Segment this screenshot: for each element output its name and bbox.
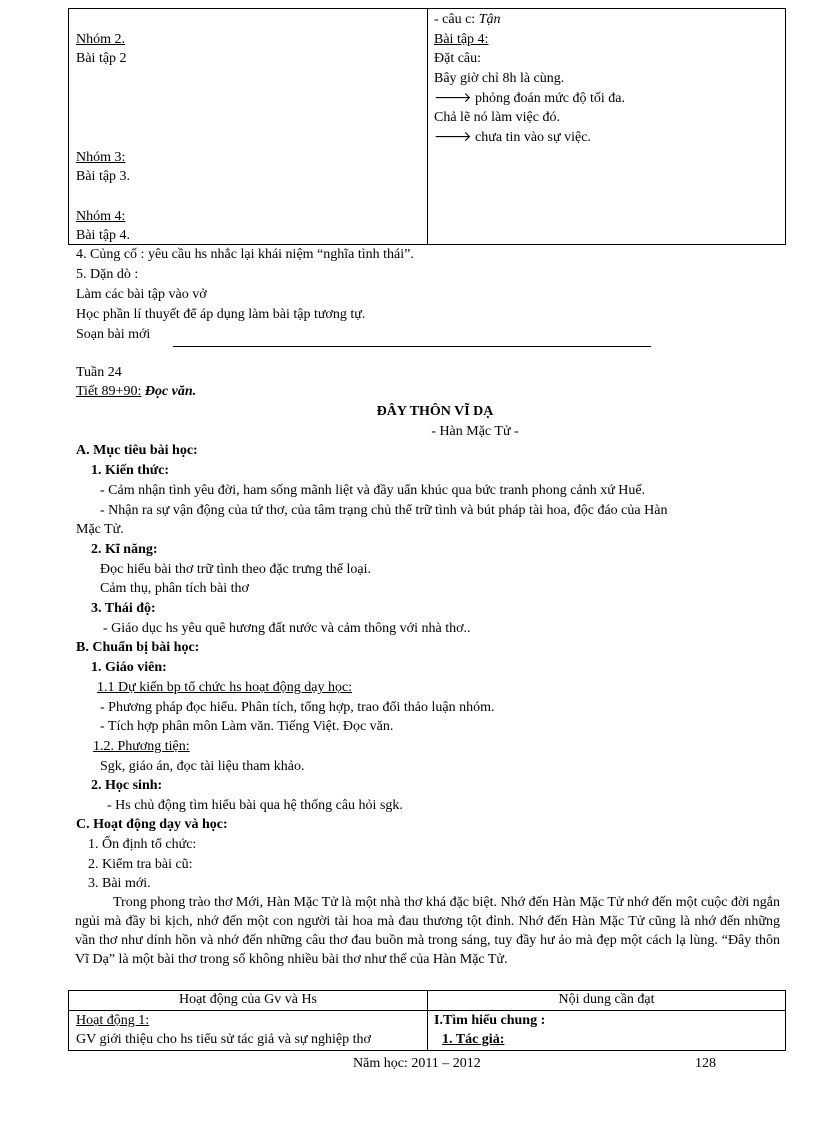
activity-1-title: Hoạt động 1:: [76, 1013, 150, 1028]
teacher-heading: 1. Giáo viên:: [91, 660, 167, 675]
example-note-1-text: phỏng đoán mức độ tối đa.: [475, 91, 625, 106]
student-1: - Hs chủ động tìm hiểu bài qua hệ thống câu hỏi sgk.: [107, 798, 403, 813]
knowledge-point-1: - Cảm nhận tình yêu đời, ham sống mãnh liệt và đầy uẩn khúc qua bức tranh phong cảnh xứ Huế.: [100, 483, 646, 498]
arrow-icon: 🡒: [434, 130, 472, 145]
attitude-heading: 3. Thái độ:: [91, 601, 156, 616]
homework-2: Học phần lí thuyết để áp dụng làm bài tập tương tự.: [76, 307, 366, 322]
top-table-border-right: [785, 8, 786, 245]
example-sentence-2: Chả lẽ nó làm việc đó.: [434, 110, 560, 125]
subheading-methods: 1.1 Dự kiến bp tổ chức hs hoạt động dạy học:: [97, 680, 353, 695]
tools-text: Sgk, giáo án, đọc tài liệu tham khảo.: [100, 759, 305, 774]
consolidation-item: 4. Củng cố : yêu cầu hs nhắc lại khái niệm “nghĩa tình thái”.: [76, 247, 414, 262]
skill-1: Đọc hiểu bài thơ trữ tình theo đặc trưng thể loại.: [100, 562, 372, 577]
example-note-2: [434, 129, 591, 147]
top-table-border-left: [68, 8, 69, 245]
example-note-2-text: chưa tin vào sự việc.: [475, 130, 591, 145]
group3-title: Nhóm 3:: [76, 150, 126, 165]
section-b-heading: B. Chuẩn bị bài học:: [76, 640, 200, 655]
right-line1-italic: Tận: [478, 12, 501, 27]
top-table-divider: [427, 8, 428, 245]
group4-task: Bài tập 4.: [76, 228, 131, 243]
student-heading: 2. Học sinh:: [91, 778, 163, 793]
activity-1-desc: GV giới thiệu cho hs tiểu sử tác giả và sự nghiệp thơ: [76, 1032, 371, 1047]
period-line: [76, 383, 196, 401]
period-type: Đọc văn.: [144, 384, 197, 399]
section-c-heading: C. Hoạt động dạy và học:: [76, 817, 228, 832]
content-1-heading: I.Tìm hiểu chung :: [434, 1013, 546, 1028]
page-number: 128: [695, 1056, 716, 1071]
method-2: - Tích hợp phân môn Làm văn. Tiếng Việt. Đọc văn.: [100, 719, 394, 734]
homework-1: Làm các bài tập vào vở: [76, 287, 207, 302]
exercise4-title: Bài tập 4:: [434, 32, 489, 47]
skill-2: Cảm thụ, phân tích bài thơ: [100, 581, 249, 596]
week-label: Tuần 24: [76, 365, 122, 380]
lesson-author: - Hàn Mặc Tử -: [431, 424, 519, 439]
step-2: 2. Kiểm tra bài cũ:: [88, 857, 193, 872]
step-3: 3. Bài mới.: [88, 876, 151, 891]
column-header-content: Nội dung cần đạt: [558, 992, 655, 1007]
subheading-tools: 1.2. Phương tiện:: [93, 739, 190, 754]
lesson-title: ĐÂY THÔN VĨ DẠ: [376, 404, 494, 419]
make-sentence-label: Đặt câu:: [434, 51, 482, 66]
group2-title: Nhóm 2.: [76, 32, 125, 47]
group3-task: Bài tập 3.: [76, 169, 131, 184]
section-a-heading: A. Mục tiêu bài học:: [76, 443, 198, 458]
skills-heading: 2. Kĩ năng:: [91, 542, 158, 557]
right-line1: [434, 11, 501, 29]
group2-task: Bài tập 2: [76, 51, 127, 66]
school-year: Năm học: 2011 – 2012: [353, 1056, 481, 1071]
column-header-activities: Hoạt động của Gv và Hs: [178, 992, 318, 1007]
step-1: 1. Ổn định tổ chức:: [88, 837, 197, 852]
intro-paragraph: Trong phong trào thơ Mới, Hàn Mặc Tử là một nhà thơ khá đặc biệt. Nhớ đến Hàn Mặc Tử nhớ đến một cuộc đời ngắn ngủi mà đầy bi kịch, nhớ đến một con người tài hoa mà đau thương tột đỉnh. Nhớ đến Hàn Mặc Tử cũng là nhớ đến những vần thơ như dính hồn và nhớ đến những câu thơ đau buồn mà trong sáng, tuy đầy hư ảo mà đẹp một cách lạ lùng. “Đây thôn Vĩ Dạ” là một bài thơ trong số không nhiều bài thơ như thế của Hàn Mặc Tử.: [75, 895, 780, 967]
bottom-table-border-right: [785, 990, 786, 1051]
instructions-item: 5. Dặn dò :: [76, 267, 139, 282]
knowledge-point-2a: - Nhận ra sự vận động của tứ thơ, của tâm trạng chủ thể trữ tình và bút pháp tài hoa, độc đáo của Hàn: [100, 503, 668, 518]
homework-3: Soạn bài mới: [76, 327, 151, 342]
right-line1-prefix: - câu c:: [434, 12, 479, 27]
content-1-1-heading: 1. Tác giả:: [442, 1032, 505, 1047]
knowledge-point-2b: Mặc Tử.: [76, 522, 124, 537]
example-note-1: [434, 90, 625, 108]
attitude-1: - Giáo dục hs yêu quê hương đất nước và cảm thông với nhà thơ..: [103, 621, 471, 636]
period-label: Tiết 89+90:: [76, 384, 142, 399]
knowledge-heading: 1. Kiến thức:: [91, 463, 170, 478]
example-sentence-1: Bây giờ chỉ 8h là cùng.: [434, 71, 565, 86]
arrow-icon: 🡒: [434, 91, 472, 106]
blank-line: [173, 346, 651, 347]
method-1: - Phương pháp đọc hiểu. Phân tích, tổng hợp, trao đổi thảo luận nhóm.: [100, 700, 495, 715]
group4-title: Nhóm 4:: [76, 209, 126, 224]
